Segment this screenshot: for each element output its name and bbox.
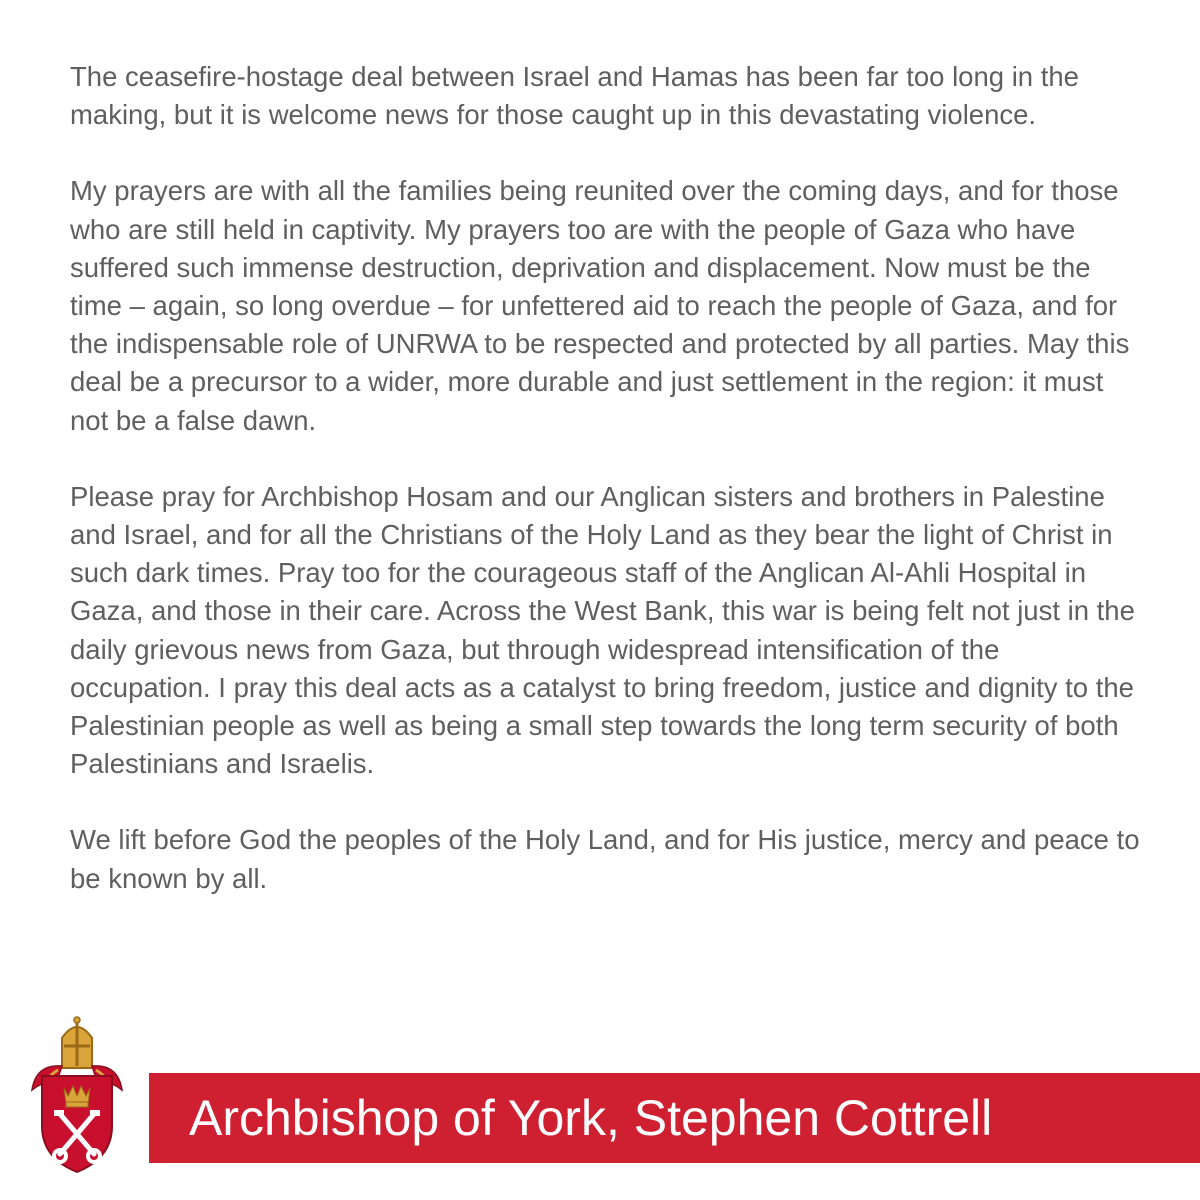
statement-paragraph: Please pray for Archbishop Hosam and our Anglican sisters and brothers in Palestine and Israel, and for all the Christians of the Holy Land as they bear the light of Christ in such dark times. Pray too for the courageous staff of the Anglican Al-Ahli Hospital in Gaza, and those in their care. Across the West Bank, this war is being felt not just in the daily grievous news from Gaza, but through widespread intensification of the occupation. I pray this deal acts as a catalyst to bring freedom, justice and dignity to the Palestinian people as well as being a small step towards the long term security of both Palestinians and Israelis.: [70, 480, 1135, 780]
statement-paragraph: We lift before God the peoples of the Holy Land, and for His justice, mercy and peace to be known by all.: [70, 824, 1140, 894]
statement-paragraph: My prayers are with all the families being reunited over the coming days, and for those who are still held in captivity. My prayers too are with the people of Gaza who have suffered such immense destruction, deprivation and displacement. Now must be the time – again, so long overdue – for unfettered aid to reach the people of Gaza, and for the indispensable role of UNRWA to be respected and protected by all parties. May this deal be a precursor to a wider, more durable and just settlement in the region: it must not be a false dawn.: [70, 175, 1130, 436]
signature-text: Archbishop of York, Stephen Cottrell: [189, 1090, 993, 1146]
signature-banner: [149, 1073, 1200, 1163]
statement-body: [70, 58, 1145, 936]
diocese-crest-icon: [22, 1016, 132, 1176]
statement-paragraph: The ceasefire-hostage deal between Israel and Hamas has been far too long in the making, but it is welcome news for those caught up in this devastating violence.: [70, 61, 1079, 131]
